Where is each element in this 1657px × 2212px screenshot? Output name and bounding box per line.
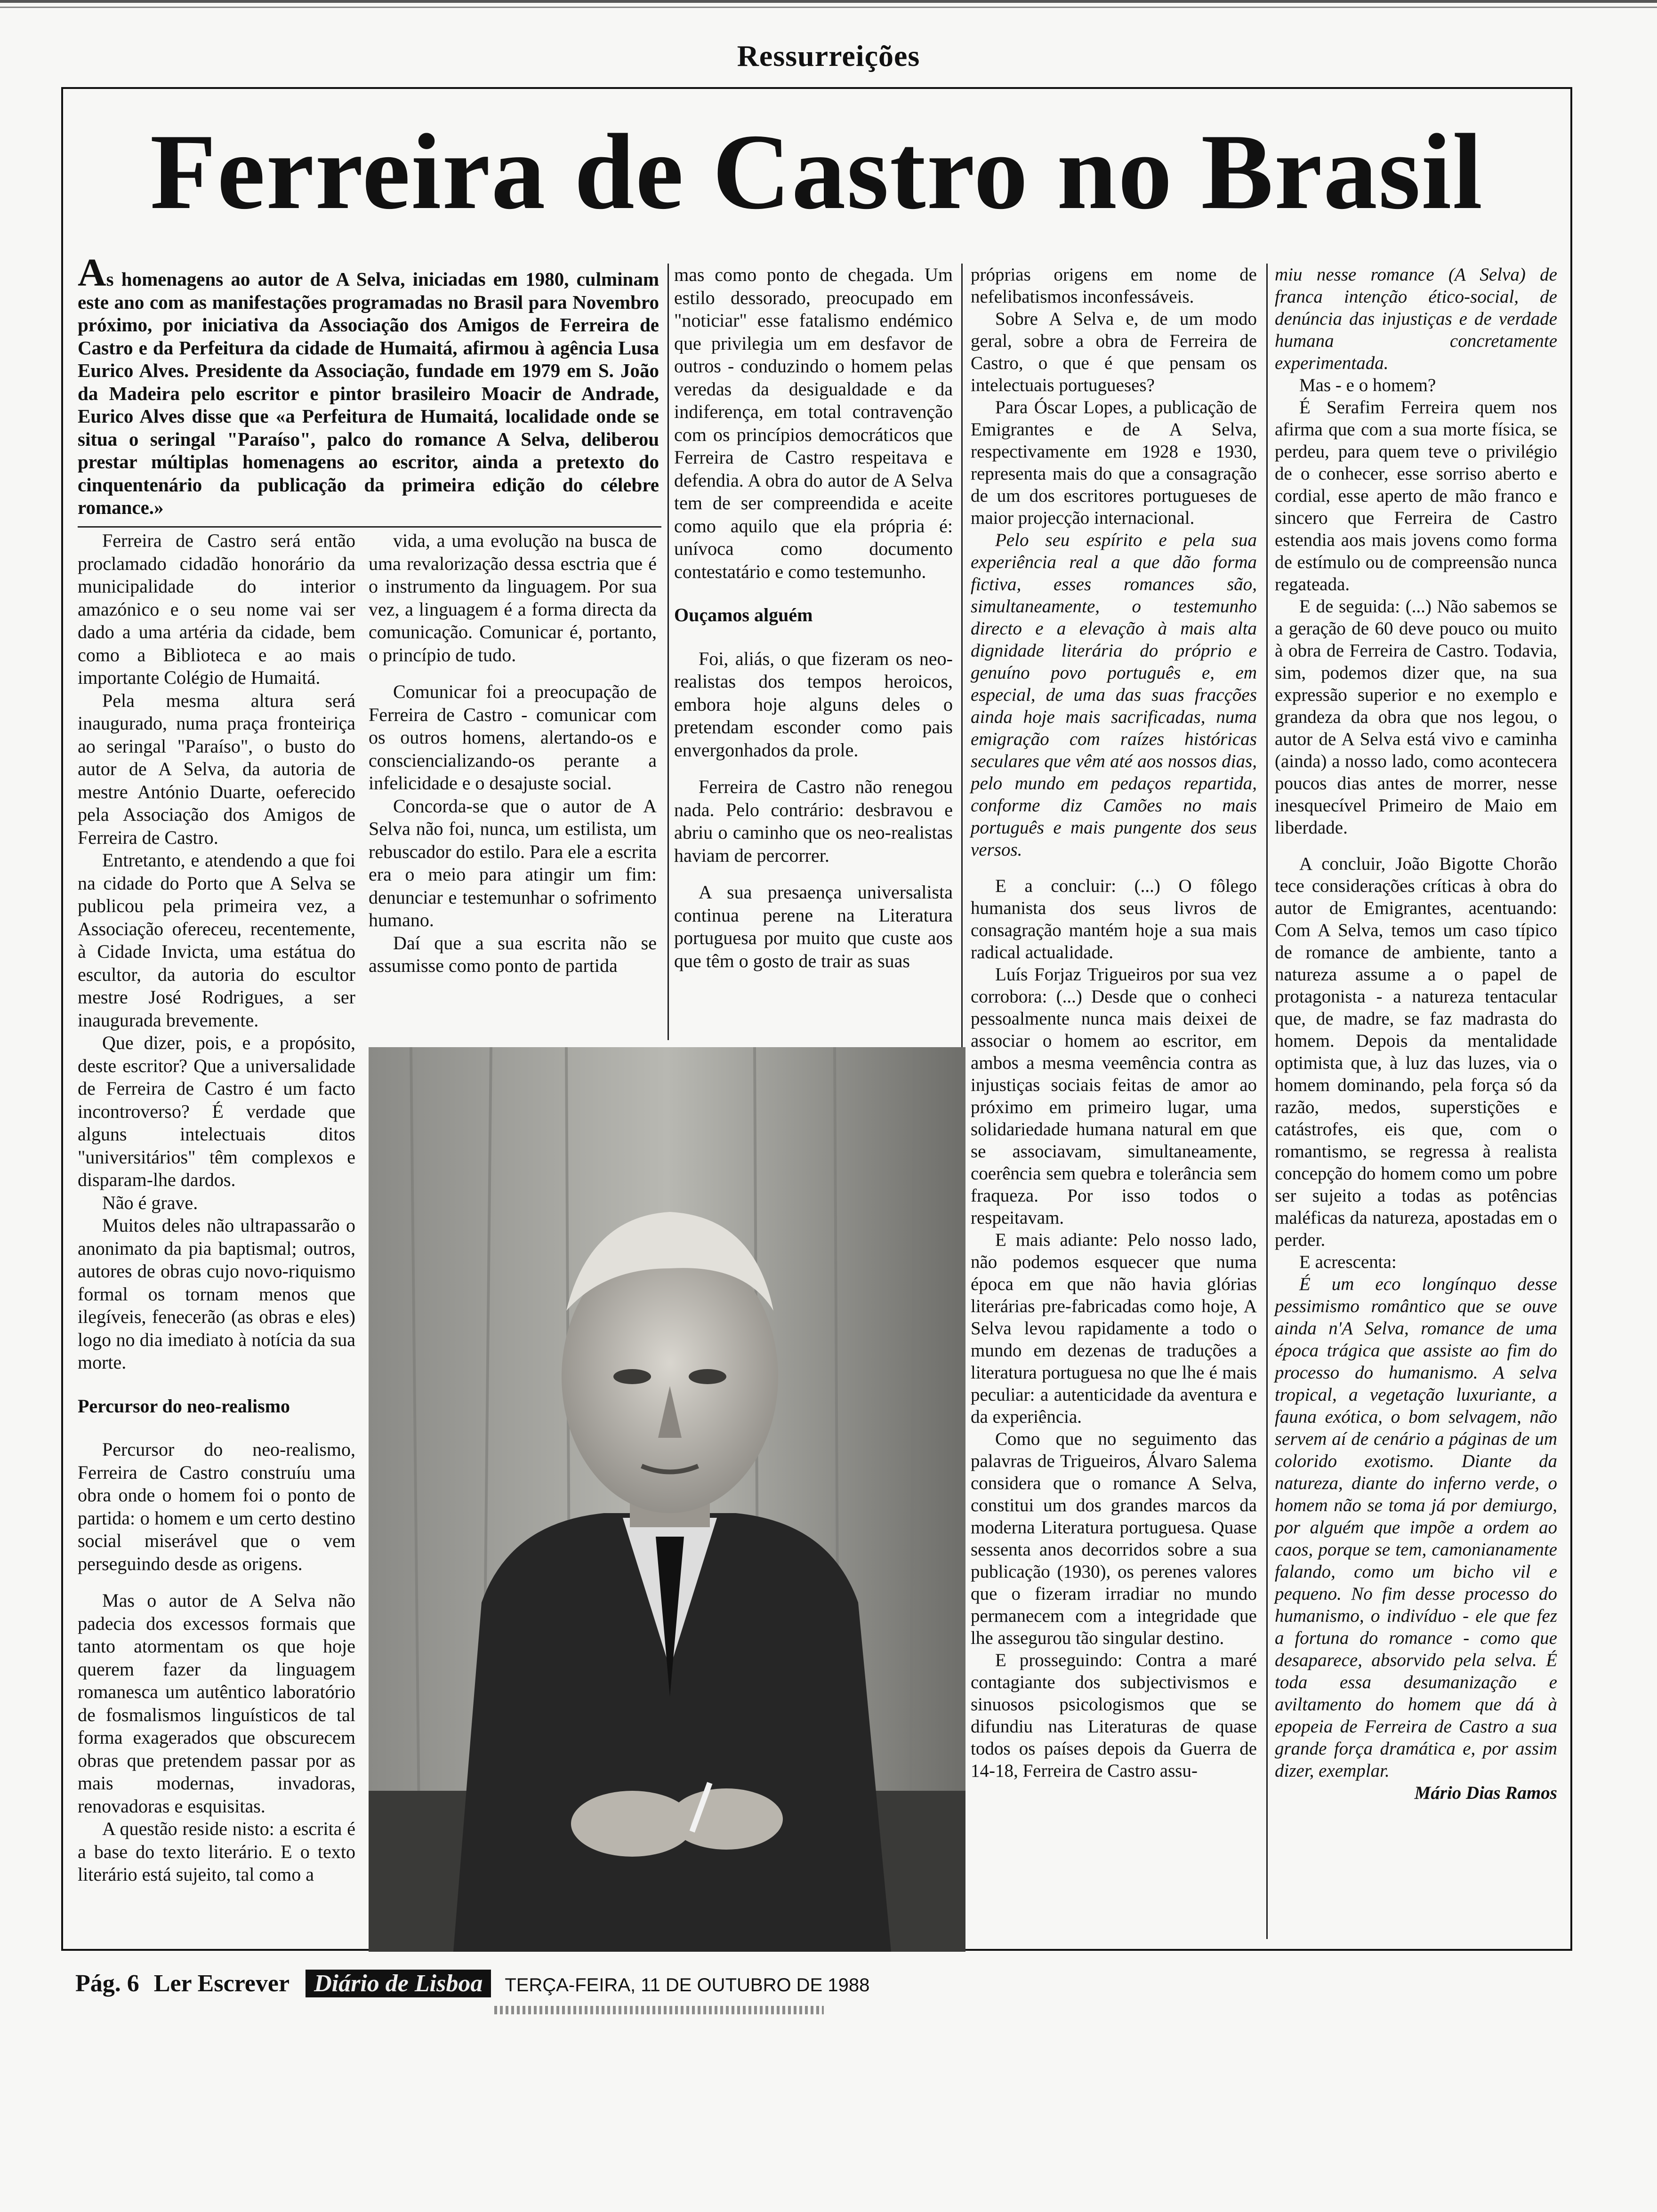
paragraph: Ferreira de Castro não renegou nada. Pelo contrário: desbravou e abriu o caminho que os neo-realistas haviam de percorrer.: [674, 776, 953, 866]
paragraph: próprias origens em nome de nefelibatismos inconfessáveis.: [971, 264, 1257, 307]
print-smudge: [494, 2006, 824, 2014]
author-signature: Mário Dias Ramos: [1414, 1783, 1557, 1803]
subheading: Percursor do neo-realismo: [78, 1395, 290, 1417]
article-column-3: [674, 264, 953, 972]
article-column-2: [369, 529, 657, 978]
paragraph: Sobre A Selva e, de um modo geral, sobre a obra de Ferreira de Castro, o que é que pensam os intelectuais portugueses?: [971, 309, 1257, 395]
page-number: Pág. 6: [75, 1970, 139, 1997]
paragraph: A concluir, João Bigotte Chorão tece considerações críticas à obra do autor de Emigrantes, acentuando: Com A Selva, temos um caso típico de romance de ambiente, tanto a natureza assume a o papel de protagonista - a natureza tentacular que, de madre, se faz madrasta do homem. Depois da mentalidade optimista que, à luz das luzes, via o homem dominando, pela força só da razão, medos, superstições e catástrofes, eis que, com o romantismo, se regressa à realista concepção do homem como um pobre ser sujeito a todas as potências maléficas da natureza, apostadas em o perder.: [1275, 854, 1557, 1250]
paragraph: mas como ponto de chegada. Um estilo dessorado, preocupado em "noticiar" esse fatalismo endémico que privilegia um em desfavor de outros - conduzindo o homem pelas veredas da desigualdade e da indiferença, em total contravenção com os princípios democráticos que Ferreira de Castro respeitava e defendia. A obra do autor de A Selva tem de ser compreendida e aceite como aquilo que ela própria é: unívoca como documento contestatário e como testemunho.: [674, 264, 953, 582]
paragraph: Como que no seguimento das palavras de Trigueiros, Álvaro Salema considera que o romance A Selva, constitui um dos grandes marcos da moderna Literatura portuguesa. Quase sessenta anos decorridos sobre a sua publicação (1930), os perenes valores que o fizeram irradiar no mundo permanecem com a integridade que lhe assegurou tão singular destino.: [971, 1429, 1257, 1648]
page-footer: [75, 1970, 869, 1997]
supplement-name: Ler Escrever: [153, 1970, 290, 1997]
paragraph: Concorda-se que o autor de A Selva não foi, nunca, um estilista, um rebuscador do estilo. Para ele a escrita era o meio para atingir um fim: denunciar e testemunhar o sofrimento humano.: [369, 795, 657, 930]
paragraph: Luís Forjaz Trigueiros por sua vez corrobora: (...) Desde que o conheci pessoalmente nunca mais deixei de associar o homem ao escritor, em ambos a mesma veemência contra as injustiças sociais feitas de amor ao próximo em primeiro lugar, uma solidariedade humana natural em que se associavam, simultaneamente, coerência sem quebra e tolerância sem fraqueza. Por isso todos o respeitavam.: [971, 964, 1257, 1228]
paragraph: Daí que a sua escrita não se assumisse como ponto de partida: [369, 932, 657, 976]
issue-date: TERÇA-FEIRA, 11 DE OUTUBRO DE 1988: [505, 1975, 870, 1996]
paragraph: miu nesse romance (A Selva) de franca intenção ético-social, de denúncia das injustiças e de verdade humana concretamente experimentada.: [1275, 264, 1557, 373]
article-column-5: [1275, 264, 1557, 1804]
portrait-illustration: [369, 1047, 965, 1952]
paragraph: E mais adiante: Pelo nosso lado, não podemos esquecer que numa época em que não havia glórias literárias pre-fabricadas como hoje, A Selva levou rapidamente a todo o mundo em dezenas de traduções a literatura portuguesa no que lhe é mais peculiar: a autenticidade da aventura e da experiência.: [971, 1230, 1257, 1427]
paragraph: A questão reside nisto: a escrita é a base do texto literário. E o texto literário está sujeito, tal como a: [78, 1818, 355, 1885]
paragraph: E a concluir: (...) O fôlego humanista dos seus livros de consagração mantém hoje a sua mais radical actualidade.: [971, 876, 1257, 962]
column-rule: [1266, 264, 1268, 1939]
paragraph: Mas - e o homem?: [1299, 375, 1436, 395]
paragraph: Ferreira de Castro será então proclamado cidadão honorário da municipalidade do interior amazónico e o seu nome vai ser dado a uma artéria da cidade, bem como a Biblioteca e ao mais importante Colégio de Humaitá.: [78, 530, 355, 688]
headline: Ferreira de Castro no Brasil: [150, 112, 1484, 232]
paragraph: Entretanto, e atendendo a que foi na cidade do Porto que A Selva se publicou pela primeira vez, a Associação ofereceu, recentemente, à Cidade Invicta, uma estátua do escultor, da autoria do escultor mestre José Rodrigues, a ser inaugurada brevemente.: [78, 850, 355, 1031]
paragraph: Que dizer, pois, e a propósito, deste escritor? Que a universalidade de Ferreira de Castro é um facto incontroverso? É verdade que alguns intelectuais ditos "universitários" têm complexos e disparam-lhe dardos.: [78, 1032, 355, 1190]
newspaper-masthead: Diário de Lisboa: [306, 1970, 491, 1997]
paragraph: Percursor do neo-realismo, Ferreira de Castro construíu uma obra onde o homem foi o ponto de partida: o homem e um certo destino social miserável que o vem perseguindo desde as origens.: [78, 1439, 355, 1574]
article-column-4: [971, 264, 1257, 1782]
author-photograph: [369, 1047, 965, 1952]
paragraph: Comunicar foi a preocupação de Ferreira de Castro - comunicar com os outros homens, alertando-os e consciencializando-os perante a infelicidade e o desajuste social.: [369, 681, 657, 793]
quote-paragraph: É um eco longínquo desse pessimismo romântico que se ouve ainda n'A Selva, romance de uma época trágica que assiste ao fim do processo do humanismo. A selva tropical, a vegetação luxuriante, a fauna exótica, o bom selvagem, não servem aí de cenário a páginas de um colorido exotismo. Diante da natureza, diante do inferno verde, o homem não se toma já por demiurgo, por alguém que impõe a ordem ao caos, porque se tem, camonianamente falando, como um bicho vil e pequeno. No fim desse processo do humanismo, o indivíduo - ele que fez a fortuna do romance - como que desaparece, absorvido pela selva. É toda essa desumanização e aviltamento do homem que dá à epopeia de Ferreira de Castro a sua grande força dramática e, por assim dizer, exemplar.: [1275, 1274, 1557, 1781]
paragraph: E de seguida: (...) Não sabemos se a geração de 60 deve pouco ou muito à obra de Ferreira de Castro. Todavia, sim, podemos dizer que, na sua expressão superior e no exemplo e grandeza da obra que nos legou, o autor de A Selva está vivo e caminha (ainda) a nosso lado, como acontecera poucos dias antes de morrer, nesse inesquecível Primeiro de Maio em liberdade.: [1275, 596, 1557, 838]
column-rule: [668, 264, 669, 1040]
paragraph: Não é grave.: [102, 1192, 198, 1213]
subheading: Ouçamos alguém: [674, 604, 813, 625]
paragraph: A sua presaença universalista continua perene na Literatura portuguesa por muito que custe aos que têm o gosto de trair as suas: [674, 882, 953, 971]
paragraph: É Serafim Ferreira quem nos afirma que com a sua morte física, se perdeu, para quem teve o privilégio de o conhecer, esse sorriso aberto e cordial, esse aperto de mão franco e sincero que Ferreira de Castro estendia aos mais jovens como forma de estímulo ou de compreensão nunca regateada.: [1275, 397, 1557, 594]
top-rule: [0, 0, 1657, 3]
lead-paragraph: [78, 251, 659, 519]
paragraph: Para Óscar Lopes, a publicação de Emigrantes e de A Selva, respectivamente em 1928 e 1930, representa mais do que a consagração de um dos escritores portugueses de maior projecção internacional.: [971, 397, 1257, 528]
paragraph: Muitos deles não ultrapassarão o anonimato da pia baptismal; outros, autores de obras cujo novo-riquismo formal os tornam menos que ilegíveis, fenecerão (as obras e eles) logo no dia imediato à notícia da sua morte.: [78, 1215, 355, 1373]
section-title: Ressurreições: [737, 39, 920, 72]
paragraph: E acrescenta:: [1299, 1252, 1397, 1272]
paragraph: Foi, aliás, o que fizeram os neo-realistas dos tempos heroicos, embora hoje alguns deles o pretendam esconder como pais envergonhados da prole.: [674, 648, 953, 761]
article-column-1: [78, 529, 355, 1886]
paragraph: E prosseguindo: Contra a maré contagiante dos subjectivismos e sinuosos psicologismos que se difundiu nas Literaturas de quase todos os países depois da Guerra de 14-18, Ferreira de Castro assu-: [971, 1650, 1257, 1781]
paragraph: vida, a uma evolução na busca de uma revalorização dessa esctria que é o instrumento da linguagem. Por sua vez, a linguagem é a forma directa da comunicação. Comunicar é, portanto, o princípio de tudo.: [369, 530, 657, 665]
paragraph: Mas o autor de A Selva não padecia dos excessos formais que tanto atormentam os que hoje querem fazer da linguagem romanesca um autêntico laboratório de fosmalismos linguísticos de tal forma exagerados que obscurecem obras que pretendem passar por as mais modernas, invadoras, renovadoras e esquisitas.: [78, 1590, 355, 1817]
lead-rule: [78, 526, 661, 528]
top-rule-thin: [0, 7, 1657, 8]
paragraph: Pela mesma altura será inaugurado, numa praça fronteiriça ao seringal "Paraíso", o busto do autor de A Selva, da autoria de mestre António Duarte, oeferecido pela Associação dos Amigos de Ferreira de Castro.: [78, 689, 355, 848]
lead-text: s homenagens ao autor de A Selva, iniciadas em 1980, culminam este ano com as manifestações programadas no Brasil para Novembro próximo, por iniciativa da Associação dos Amigos de Ferreira de Castro e da Perfeitura da cidade de Humaitá, afirmou à agência Lusa Eurico Alves. Presidente da Associação, fundade em 1979 em S. João da Madeira pelo escritor e pintor brasileiro Moacir de Andrade, Eurico Alves disse que «a Perfeitura de Humaitá, localidade onde se situa o seringal "Paraíso", palco do romance A Selva, deliberou prestar múltiplas homenagens ao escritor, ainda a pretexto do cinquentenário da publicação da primeira edição do célebre romance.»: [78, 268, 659, 518]
quote-paragraph: Pelo seu espírito e pela sua experiência real a que dão forma fictiva, esses romances são, simultaneamente, o testemunho directo e a elevação à mais alta dignidade literária do próprio e genuíno povo português e, em especial, de uma das suas fracções ainda hoje mais sacrificadas, numa emigração com raízes históricas seculares que vêm até aos nossos dias, pelo mundo em pedaços repartida, conforme diz Camões no mais português e mais pungente dos seus versos.: [971, 530, 1257, 860]
drop-cap: A: [78, 251, 106, 295]
